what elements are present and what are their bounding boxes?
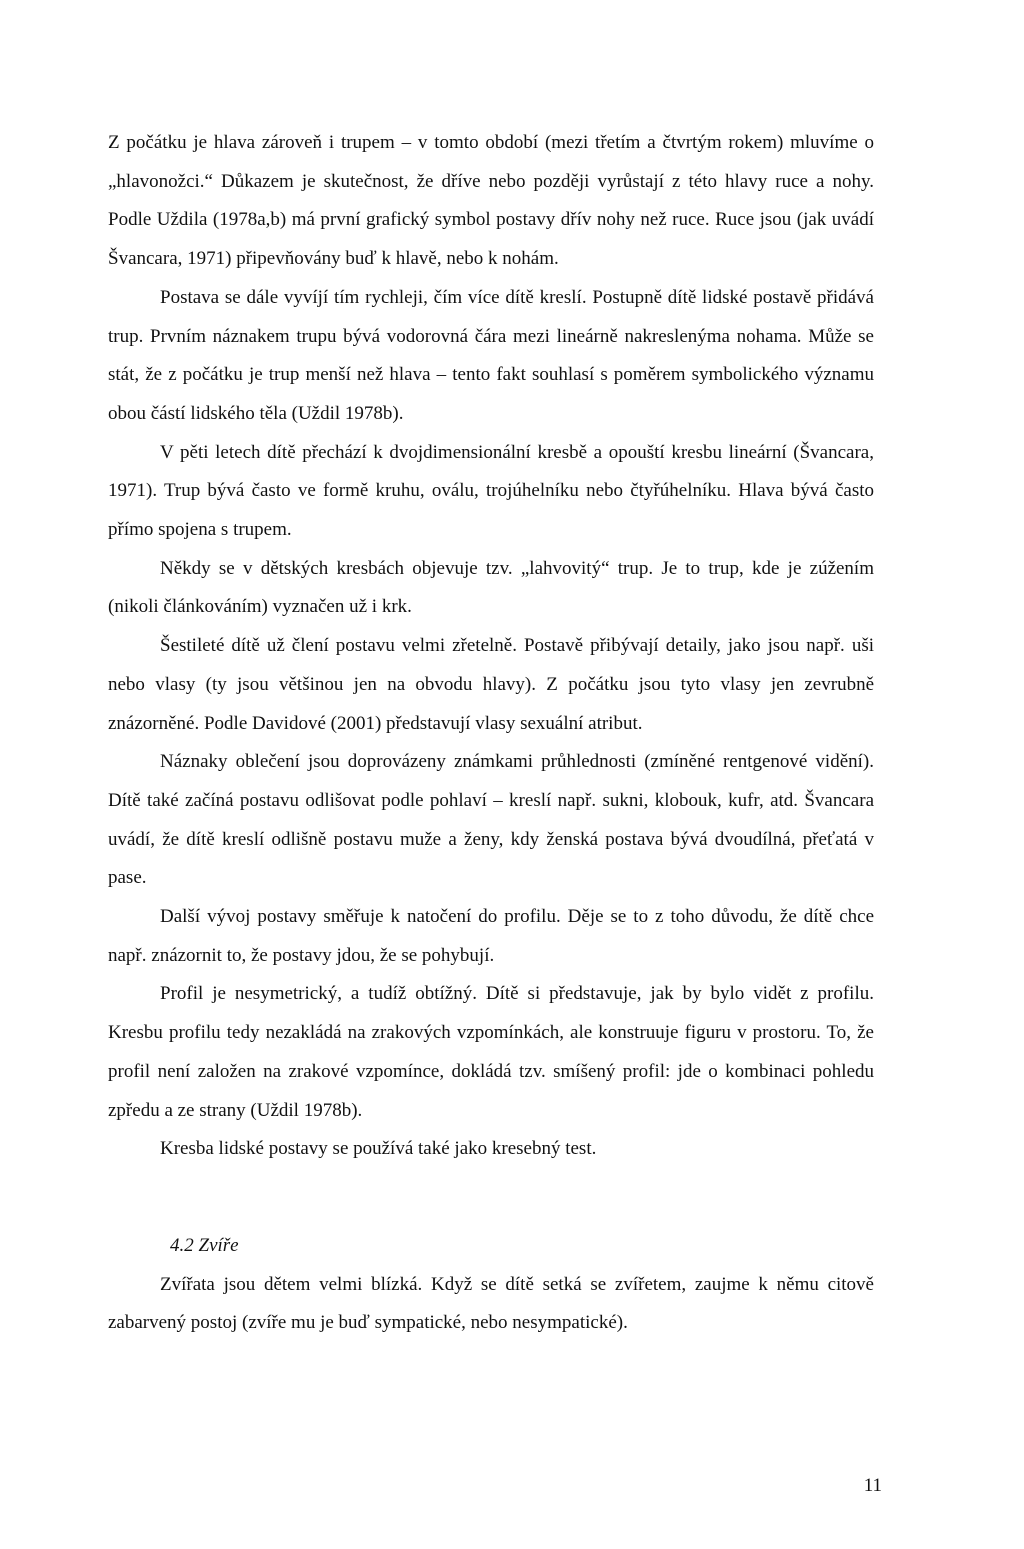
section-paragraph-1: Zvířata jsou dětem velmi blízká. Když se dítě setká se zvířetem, zaujme k němu citově zabarvený postoj (zvíře mu je buď sympatické, nebo nesympatické). — [108, 1273, 874, 1334]
paragraph-8: Profil je nesymetrický, a tudíž obtížný. Dítě si představuje, jak by bylo vidět z profilu. Kresbu profilu tedy nezakládá na zrakových vzpomínkách, ale konstruuje figuru v prostoru. To, že profil není založen na zrakové vzpomínce, dokládá tzv. smíšený profil: jde o kombinaci pohledu zpředu a ze strany (Uždil 1978b). — [108, 983, 874, 1121]
paragraph-1: Z počátku je hlava zároveň i trupem – v tomto období (mezi třetím a čtvrtým rokem) mluvíme o „hlavonožci.“ Důkazem je skutečnost, že dříve nebo později vyrůstají z této hlavy ruce a nohy. Podle Uždila (1978a,b) má první grafický symbol postavy dřív nohy než ruce. Ruce jsou (jak uvádí Švancara, 1971) připevňovány buď k hlavě, nebo k nohám. — [108, 132, 874, 270]
paragraph-4: Někdy se v dětských kresbách objevuje tzv. „lahvovitý“ trup. Je to trup, kde je zúžením (nikoli článkováním) vyznačen už i krk. — [108, 557, 874, 618]
page-number: 11 — [863, 1475, 882, 1496]
body-text — [108, 124, 874, 1343]
paragraph-5: Šestileté dítě už člení postavu velmi zřetelně. Postavě přibývají detaily, jako jsou např. uši nebo vlasy (ty jsou většinou jen na obvodu hlavy). Z počátku jsou tyto vlasy jen zevrubně znázorněné. Podle Davidové (2001) představují vlasy sexuální atribut. — [108, 635, 874, 734]
paragraph-7: Další vývoj postavy směřuje k natočení do profilu. Děje se to z toho důvodu, že dítě chce např. znázornit to, že postavy jdou, že se pohybují. — [108, 906, 874, 966]
paragraph-6: Náznaky oblečení jsou doprovázeny známkami průhlednosti (zmíněné rentgenové vidění). Dítě také začíná postavu odlišovat podle pohlaví – kreslí např. sukni, klobouk, kufr, atd. Švancara uvádí, že dítě kreslí odlišně postavu muže a ženy, kdy ženská postava bývá dvoudílná, přeťatá v pase. — [108, 751, 874, 889]
paragraph-9: Kresba lidské postavy se používá také jako kresebný test. — [160, 1138, 597, 1160]
section-heading: 4.2 Zvíře — [170, 1234, 239, 1256]
section-spacer — [108, 1169, 874, 1227]
paragraph-3: V pěti letech dítě přechází k dvojdimensionální kresbě a opouští kresbu lineární (Švancara, 1971). Trup bývá často ve formě kruhu, oválu, trojúhelníku nebo čtyřúhelníku. Hlava bývá často přímo spojena s trupem. — [108, 441, 874, 541]
paragraph-2: Postava se dále vyvíjí tím rychleji, čím více dítě kreslí. Postupně dítě lidské postavě přidává trup. Prvním náznakem trupu bývá vodorovná čára mezi lineárně nakreslenýma nohama. Může se stát, že z počátku je trup menší než hlava – tento fakt souhlasí s poměrem symbolického významu obou částí lidského těla (Uždil 1978b). — [108, 286, 874, 424]
